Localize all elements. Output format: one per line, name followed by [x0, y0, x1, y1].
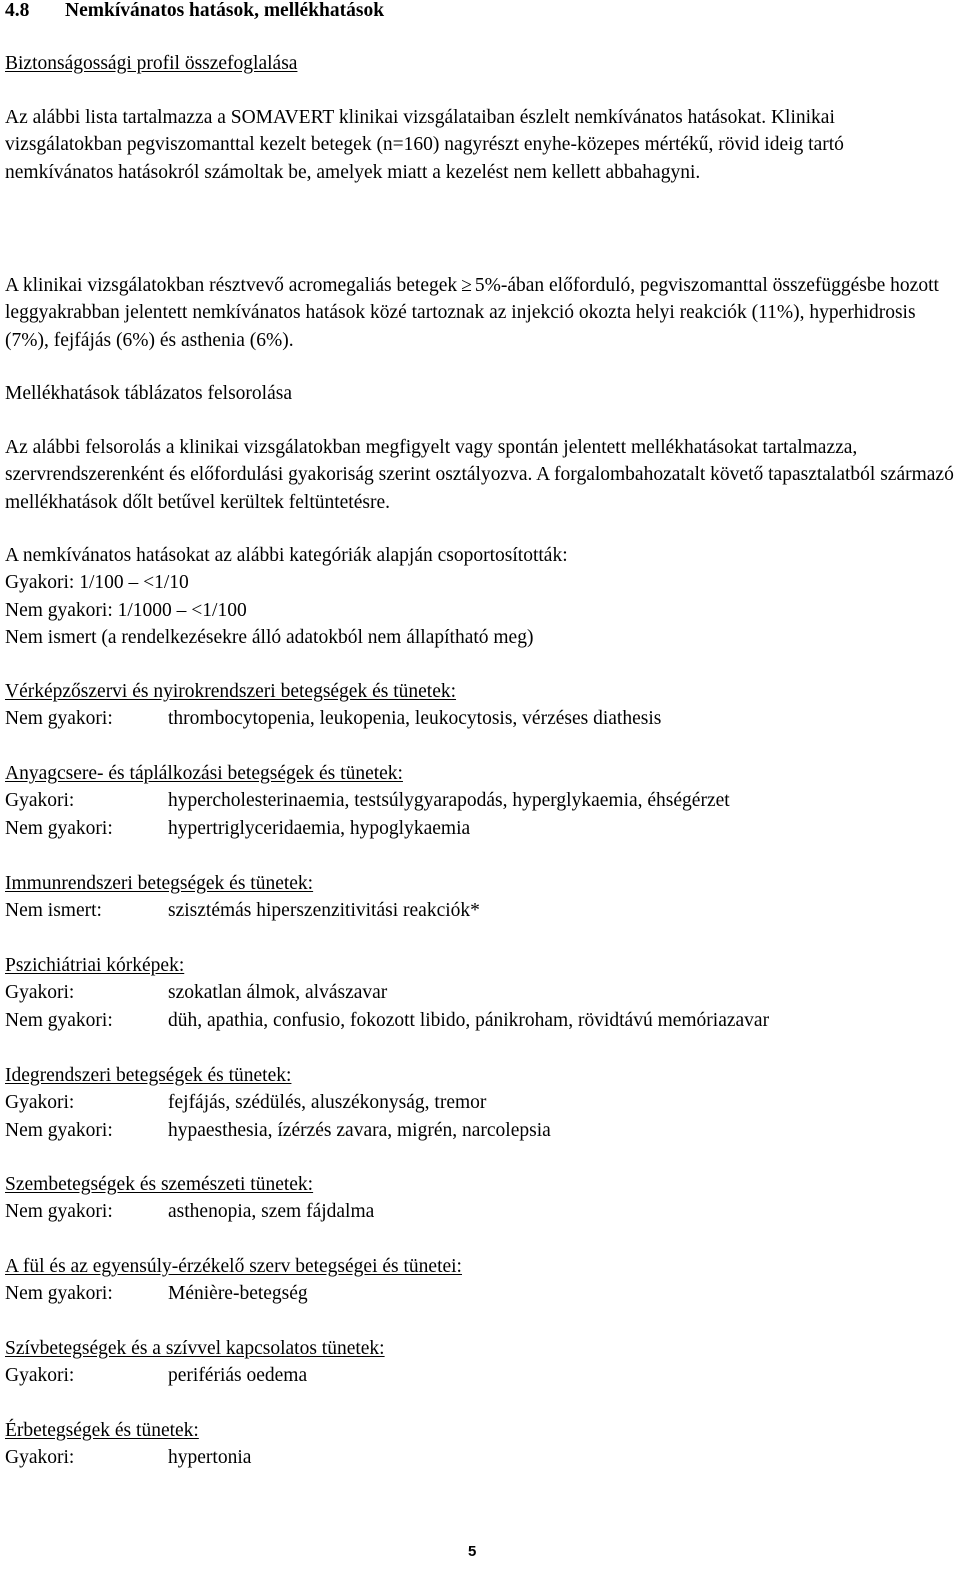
effect-row: [5, 897, 955, 924]
table-title: Mellékhatások táblázatos felsorolása: [5, 383, 292, 404]
frequency-intro: A nemkívánatos hatásokat az alábbi kategóriák alapján csoportosították:: [5, 545, 568, 566]
organ-class: [5, 678, 955, 733]
frequency-category: Gyakori: 1/100 – <1/10: [5, 572, 189, 594]
organ-class: [5, 870, 955, 925]
page-number: 5: [468, 1543, 477, 1560]
intro-paragraph-1: Az alábbi lista tartalmazza a SOMAVERT klinikai vizsgálataiban észlelt nemkívánatos hatásokat. Klinikai vizsgálatokban pegviszomanttal kezelt betegek (n=160) nagyrészt enyhe-közepes mértékű, rövid ideig tartó nemkívánatos hatásokról számoltak be, amelyek miatt a kezelést nem kellett abbahagyni.: [5, 107, 844, 183]
organ-class: [5, 1062, 955, 1144]
effect-row: [5, 1117, 955, 1144]
frequency-category: Nem ismert (a rendelkezésekre álló adatokból nem állapítható meg): [5, 627, 534, 649]
organ-class: [5, 1171, 955, 1226]
frequency-label: Gyakori:: [5, 982, 75, 1004]
organ-class-title: Szembetegségek és szemészeti tünetek:: [5, 1174, 314, 1195]
organ-class-title: Szívbetegségek és a szívvel kapcsolatos tünetek:: [5, 1338, 385, 1359]
frequency-label: Nem gyakori:: [5, 1119, 113, 1141]
frequency-label: Gyakori:: [5, 1092, 75, 1114]
effect-row: [5, 815, 955, 842]
effects-text: thrombocytopenia, leukopenia, leukocytosis, vérzéses diathesis: [168, 708, 662, 730]
table-intro: Az alábbi felsorolás a klinikai vizsgálatokban megfigyelt vagy spontán jelentett mellékhatásokat tartalmazza, szervrendszerenként és előfordulási gyakoriság szerint osztályozva. A forgalombahozatalt követő tapasztalatból származó mellékhatások dőlt betűvel kerültek feltüntetésre.: [5, 437, 954, 513]
frequency-category: Nem gyakori: 1/1000 – <1/100: [5, 599, 247, 621]
effects-text: hypertonia: [168, 1447, 252, 1469]
organ-class-title: A fül és az egyensúly-érzékelő szerv betegségei és tünetei:: [5, 1256, 462, 1277]
effects-text: Ménière-betegség: [168, 1283, 308, 1305]
effects-text: szokatlan álmok, alvászavar: [168, 982, 388, 1004]
effect-row: [5, 1444, 955, 1471]
effect-row: [5, 1362, 955, 1389]
section-heading: [5, 0, 384, 24]
effects-text: perifériás oedema: [168, 1365, 308, 1387]
effect-row: [5, 705, 955, 732]
organ-class-title: Érbetegségek és tünetek:: [5, 1420, 199, 1441]
effect-row: [5, 1198, 955, 1225]
organ-class: [5, 1417, 955, 1472]
effect-row: [5, 979, 955, 1006]
frequency-label: Gyakori:: [5, 790, 75, 812]
effect-row: [5, 1280, 955, 1307]
greater-equal-symbol: ≥: [461, 275, 472, 296]
intro-paragraph-2-after: 5%-ában előforduló, pegviszomanttal összefüggésbe hozott leggyakrabban jelentett nemkívánatos hatások közé tartoznak az injekció okozta helyi reakciók (11%), hyperhidrosis (7%), fejfájás (6%) és asthenia (6%).: [5, 275, 939, 351]
organ-class-title: Vérképzőszervi és nyirokrendszeri betegségek és tünetek:: [5, 681, 457, 702]
frequency-label: Gyakori:: [5, 1447, 75, 1469]
intro-paragraph-2-before: A klinikai vizsgálatokban résztvevő acromegaliás betegek: [5, 275, 458, 296]
organ-class-title: Immunrendszeri betegségek és tünetek:: [5, 873, 314, 894]
organ-class: [5, 952, 955, 1034]
effects-text: szisztémás hiperszenzitivitási reakciók*: [168, 900, 480, 922]
frequency-label: Nem gyakori:: [5, 708, 113, 730]
frequency-block: [5, 542, 955, 652]
frequency-label: Nem gyakori:: [5, 1201, 113, 1223]
effects-text: hypaesthesia, ízérzés zavara, migrén, narcolepsia: [168, 1119, 551, 1141]
organ-class: [5, 1335, 955, 1390]
intro-paragraph-2: [5, 272, 955, 354]
section-number: 4.8: [5, 0, 30, 21]
section-title: Nemkívánatos hatások, mellékhatások: [65, 0, 385, 21]
frequency-label: Nem gyakori:: [5, 817, 113, 839]
organ-class: [5, 1253, 955, 1308]
effect-row: [5, 1089, 955, 1116]
effects-text: fejfájás, szédülés, aluszékonyság, tremor: [168, 1092, 487, 1114]
effects-text: hypercholesterinaemia, testsúlygyarapodás, hyperglykaemia, éhségérzet: [168, 790, 730, 812]
effect-row: [5, 1007, 955, 1034]
organ-class-title: Idegrendszeri betegségek és tünetek:: [5, 1065, 292, 1086]
organ-class: [5, 760, 955, 842]
frequency-label: Nem gyakori:: [5, 1009, 113, 1031]
frequency-label: Nem gyakori:: [5, 1283, 113, 1305]
safety-profile-title: Biztonságossági profil összefoglalása: [5, 53, 298, 74]
effects-text: asthenopia, szem fájdalma: [168, 1201, 375, 1223]
effects-text: hypertriglyceridaemia, hypoglykaemia: [168, 817, 471, 839]
frequency-label: Gyakori:: [5, 1365, 75, 1387]
organ-class-title: Pszichiátriai kórképek:: [5, 955, 185, 976]
effects-text: düh, apathia, confusio, fokozott libido, pánikroham, rövidtávú memóriazavar: [168, 1009, 770, 1031]
frequency-label: Nem ismert:: [5, 900, 102, 922]
organ-class-title: Anyagcsere- és táplálkozási betegségek és tünetek:: [5, 763, 403, 784]
effect-row: [5, 787, 955, 814]
